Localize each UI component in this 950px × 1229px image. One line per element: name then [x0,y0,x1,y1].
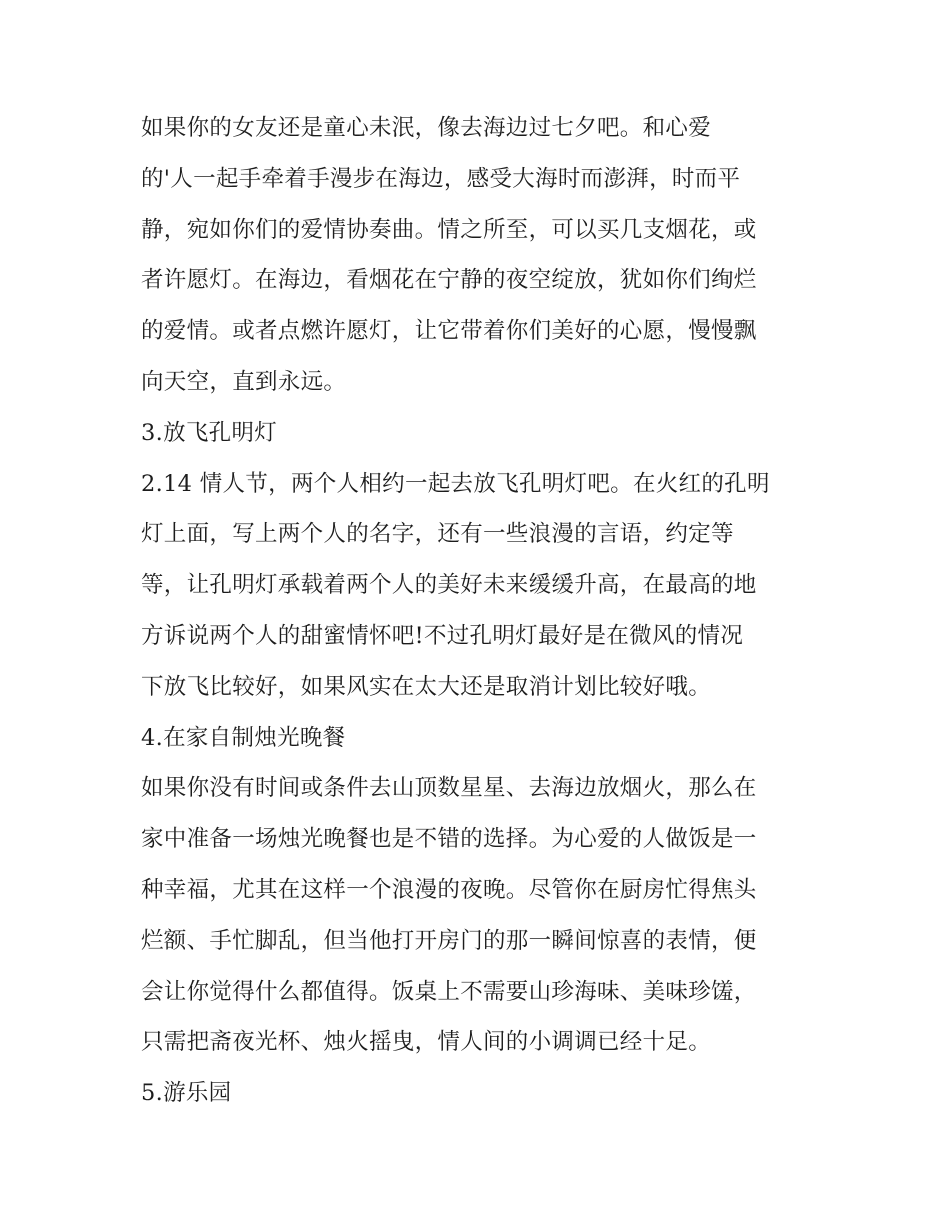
text-line: 向天空，直到永远。 [141,368,347,395]
text-line: 如果你的女友还是童心未泯，像去海边过七夕吧。和心爱 [141,115,712,141]
text-line: 灯上面，写上两个人的名字，还有一些浪漫的言语，约定等 [141,521,734,548]
heading-text: 3.放飞孔明灯 [141,419,278,446]
document-body [141,103,816,1119]
text-line: 只需把斋夜光杯、烛火摇曳，情人间的小调调已经十足。 [141,1029,712,1056]
text-line: 等，让孔明灯承载着两个人的美好未来缓缓升高，在最高的地 [141,572,757,599]
paragraph-sky-lantern [141,459,816,713]
text-line: 方诉说两个人的甜蜜情怀吧!不过孔明灯最好是在微风的情况 [141,622,744,649]
heading-text: 4.在家自制烛光晚餐 [141,724,346,751]
text-line: 如果你没有时间或条件去山顶数星星、去海边放烟火，那么在 [141,775,757,802]
text-line: 的'人一起手牵着手漫步在海边，感受大海时而澎湃，时而平 [141,165,741,192]
text-line: 会让你觉得什么都值得。饭桌上不需要山珍海味、美味珍馐， [141,978,757,1005]
section-heading-sky-lantern [141,408,816,459]
text-line: 下放飞比较好，如果风实在太大还是取消计划比较好哦。 [141,673,712,700]
text-line: 家中准备一场烛光晚餐也是不错的选择。为心爱的人做饭是一 [141,826,757,853]
heading-text: 5.游乐园 [141,1080,232,1107]
section-heading-amusement-park [141,1068,816,1119]
paragraph-seaside [141,103,816,408]
text-line: 静，宛如你们的爱情协奏曲。情之所至，可以买几支烟花，或 [141,216,757,243]
text-line: 2.14 情人节，两个人相约一起去放飞孔明灯吧。在火红的孔明 [141,470,770,497]
section-heading-candlelight-dinner [141,713,816,764]
text-line: 者许愿灯。在海边，看烟花在宁静的夜空绽放，犹如你们绚烂 [141,267,757,294]
text-line: 烂额、手忙脚乱，但当他打开房门的那一瞬间惊喜的表情，便 [141,927,757,954]
text-line: 种幸福，尤其在这样一个浪漫的夜晚。尽管你在厨房忙得焦头 [141,876,757,903]
text-line: 的爱情。或者点燃许愿灯，让它带着你们美好的心愿，慢慢飘 [141,318,757,345]
paragraph-candlelight-dinner [141,763,816,1068]
